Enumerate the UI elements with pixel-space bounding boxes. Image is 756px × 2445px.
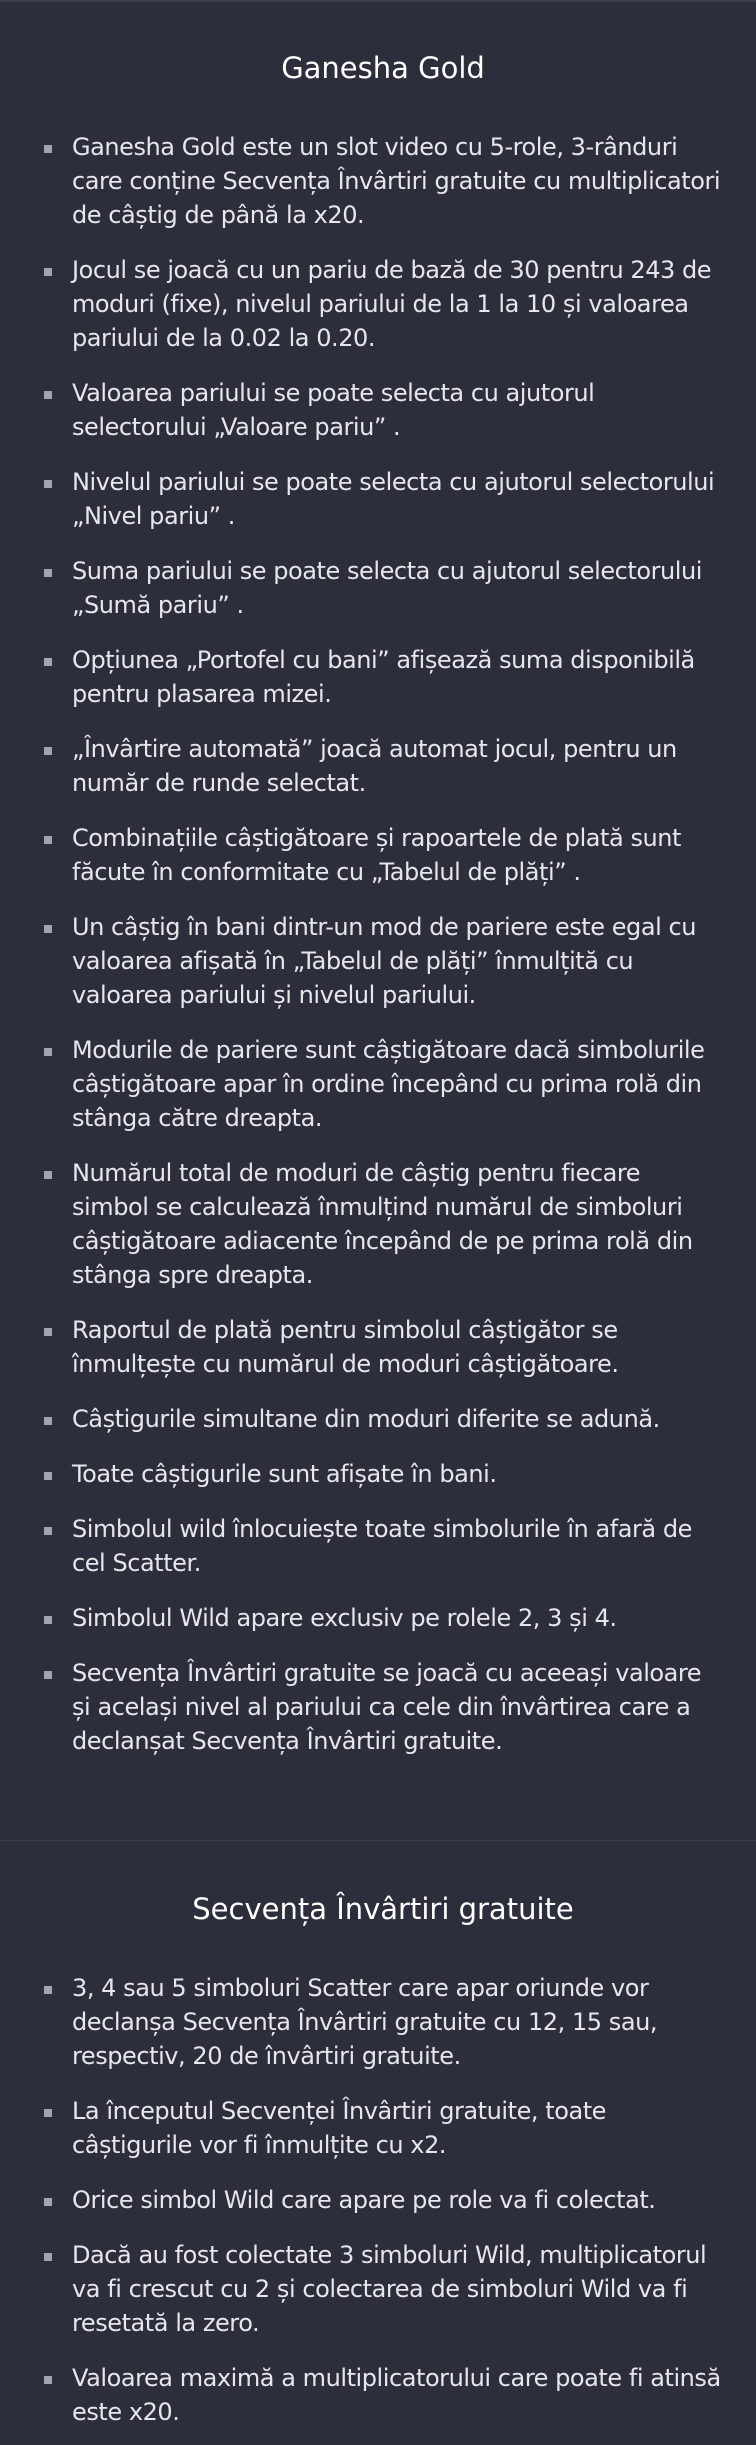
list-item-text: Raportul de plată pentru simbolul câștigător se înmulțește cu numărul de moduri câștigătoare. (72, 1316, 619, 1378)
list-item (44, 2094, 722, 2162)
list-item (44, 1457, 722, 1491)
rules-list (44, 130, 722, 1758)
list-item (44, 821, 722, 889)
list-item (44, 1512, 722, 1580)
list-item-text: La începutul Secvenței Învârtiri gratuite, toate câștigurile vor fi înmulțite cu x2. (72, 2097, 606, 2159)
list-item-text: Secvența Învârtiri gratuite se joacă cu aceeași valoare și același nivel al pariului ca cele din învârtirea care a declanșat Secvența Învârtiri gratuite. (72, 1659, 702, 1755)
list-item-text: Simbolul Wild apare exclusiv pe rolele 2, 3 și 4. (72, 1604, 617, 1632)
bullet-icon (44, 1986, 52, 1994)
list-item (44, 910, 722, 1012)
list-item-text: Modurile de pariere sunt câștigătoare dacă simbolurile câștigătoare apar în ordine începând cu prima rolă din stânga către dreapta. (72, 1036, 705, 1132)
bullet-icon (44, 2253, 52, 2261)
section-title-ganesha-gold: Ganesha Gold (281, 51, 485, 85)
list-item (44, 1313, 722, 1381)
list-item (44, 1656, 722, 1758)
list-item-text: Câștigurile simultane din moduri diferite se adună. (72, 1405, 660, 1433)
bullet-icon (44, 569, 52, 577)
list-item-text: Toate câștigurile sunt afișate în bani. (72, 1460, 497, 1488)
list-item (44, 554, 722, 622)
list-item (44, 2183, 722, 2217)
list-item (44, 376, 722, 444)
bullet-icon (44, 1328, 52, 1336)
list-item-text: Dacă au fost colectate 3 simboluri Wild, multiplicatorul va fi crescut cu 2 și colectarea de simboluri Wild va fi resetată la zero. (72, 2241, 707, 2337)
bullet-icon (44, 1616, 52, 1624)
bullet-icon (44, 836, 52, 844)
list-item (44, 1971, 722, 2073)
list-item-text: Ganesha Gold este un slot video cu 5-role, 3-rânduri care conține Secvența Învârtiri gratuite cu multiplicatori de câștig de până la x20. (72, 133, 721, 229)
bullet-icon (44, 925, 52, 933)
list-item-text: Combinațiile câștigătoare și rapoartele de plată sunt făcute în conformitate cu „Tabelul de plăți” . (72, 824, 681, 886)
list-item-text: Numărul total de moduri de câștig pentru fiecare simbol se calculează înmulțind numărul de simboluri câștigătoare adiacente începând de pe prima rolă din stânga spre dreapta. (72, 1159, 693, 1289)
list-item (44, 2361, 722, 2429)
bullet-icon (44, 658, 52, 666)
bullet-icon (44, 145, 52, 153)
list-item (44, 732, 722, 800)
list-item-text: Suma pariului se poate selecta cu ajutorul selectorului „Sumă pariu” . (72, 557, 702, 619)
bullet-icon (44, 1171, 52, 1179)
bullet-icon (44, 2109, 52, 2117)
list-item-text: Valoarea maximă a multiplicatorului care poate fi atinsă este x20. (72, 2364, 721, 2426)
bullet-icon (44, 480, 52, 488)
list-item-text: 3, 4 sau 5 simboluri Scatter care apar oriunde vor declanșa Secvența Învârtiri gratuite cu 12, 15 sau, respectiv, 20 de învârtiri gratuite. (72, 1974, 658, 2070)
list-item (44, 2238, 722, 2340)
list-item-text: „Învârtire automată” joacă automat jocul, pentru un număr de runde selectat. (72, 735, 677, 797)
list-item-text: Simbolul wild înlocuiește toate simbolurile în afară de cel Scatter. (72, 1515, 692, 1577)
bullet-icon (44, 391, 52, 399)
list-item (44, 1601, 722, 1635)
free-spins-section (0, 1841, 756, 2429)
bullet-icon (44, 1527, 52, 1535)
bullet-icon (44, 2376, 52, 2384)
list-item (44, 130, 722, 232)
list-item (44, 643, 722, 711)
free-spins-list (44, 1971, 722, 2429)
bullet-icon (44, 1417, 52, 1425)
list-item-text: Nivelul pariului se poate selecta cu ajutorul selectorului „Nivel pariu” . (72, 468, 715, 530)
list-item-text: Orice simbol Wild care apare pe role va fi colectat. (72, 2186, 656, 2214)
bullet-icon (44, 268, 52, 276)
list-item (44, 253, 722, 355)
list-item-text: Valoarea pariului se poate selecta cu ajutorul selectorului „Valoare pariu” . (72, 379, 595, 441)
bullet-icon (44, 1048, 52, 1056)
list-item-text: Jocul se joacă cu un pariu de bază de 30 pentru 243 de moduri (fixe), nivelul pariului de la 1 la 10 și valoarea pariului de la 0.02 la 0.20. (72, 256, 712, 352)
bullet-icon (44, 2198, 52, 2206)
list-item (44, 465, 722, 533)
list-item (44, 1402, 722, 1436)
game-rules-section (0, 2, 756, 1840)
bullet-icon (44, 1472, 52, 1480)
section-title-free-spins: Secvența Învârtiri gratuite (192, 1892, 574, 1926)
list-item (44, 1156, 722, 1292)
bullet-icon (44, 1671, 52, 1679)
list-item-text: Opțiunea „Portofel cu bani” afișează suma disponibilă pentru plasarea mizei. (72, 646, 695, 708)
list-item-text: Un câștig în bani dintr-un mod de pariere este egal cu valoarea afișată în „Tabelul de plăți” înmulțită cu valoarea pariului și nivelul pariului. (72, 913, 696, 1009)
bullet-icon (44, 747, 52, 755)
list-item (44, 1033, 722, 1135)
